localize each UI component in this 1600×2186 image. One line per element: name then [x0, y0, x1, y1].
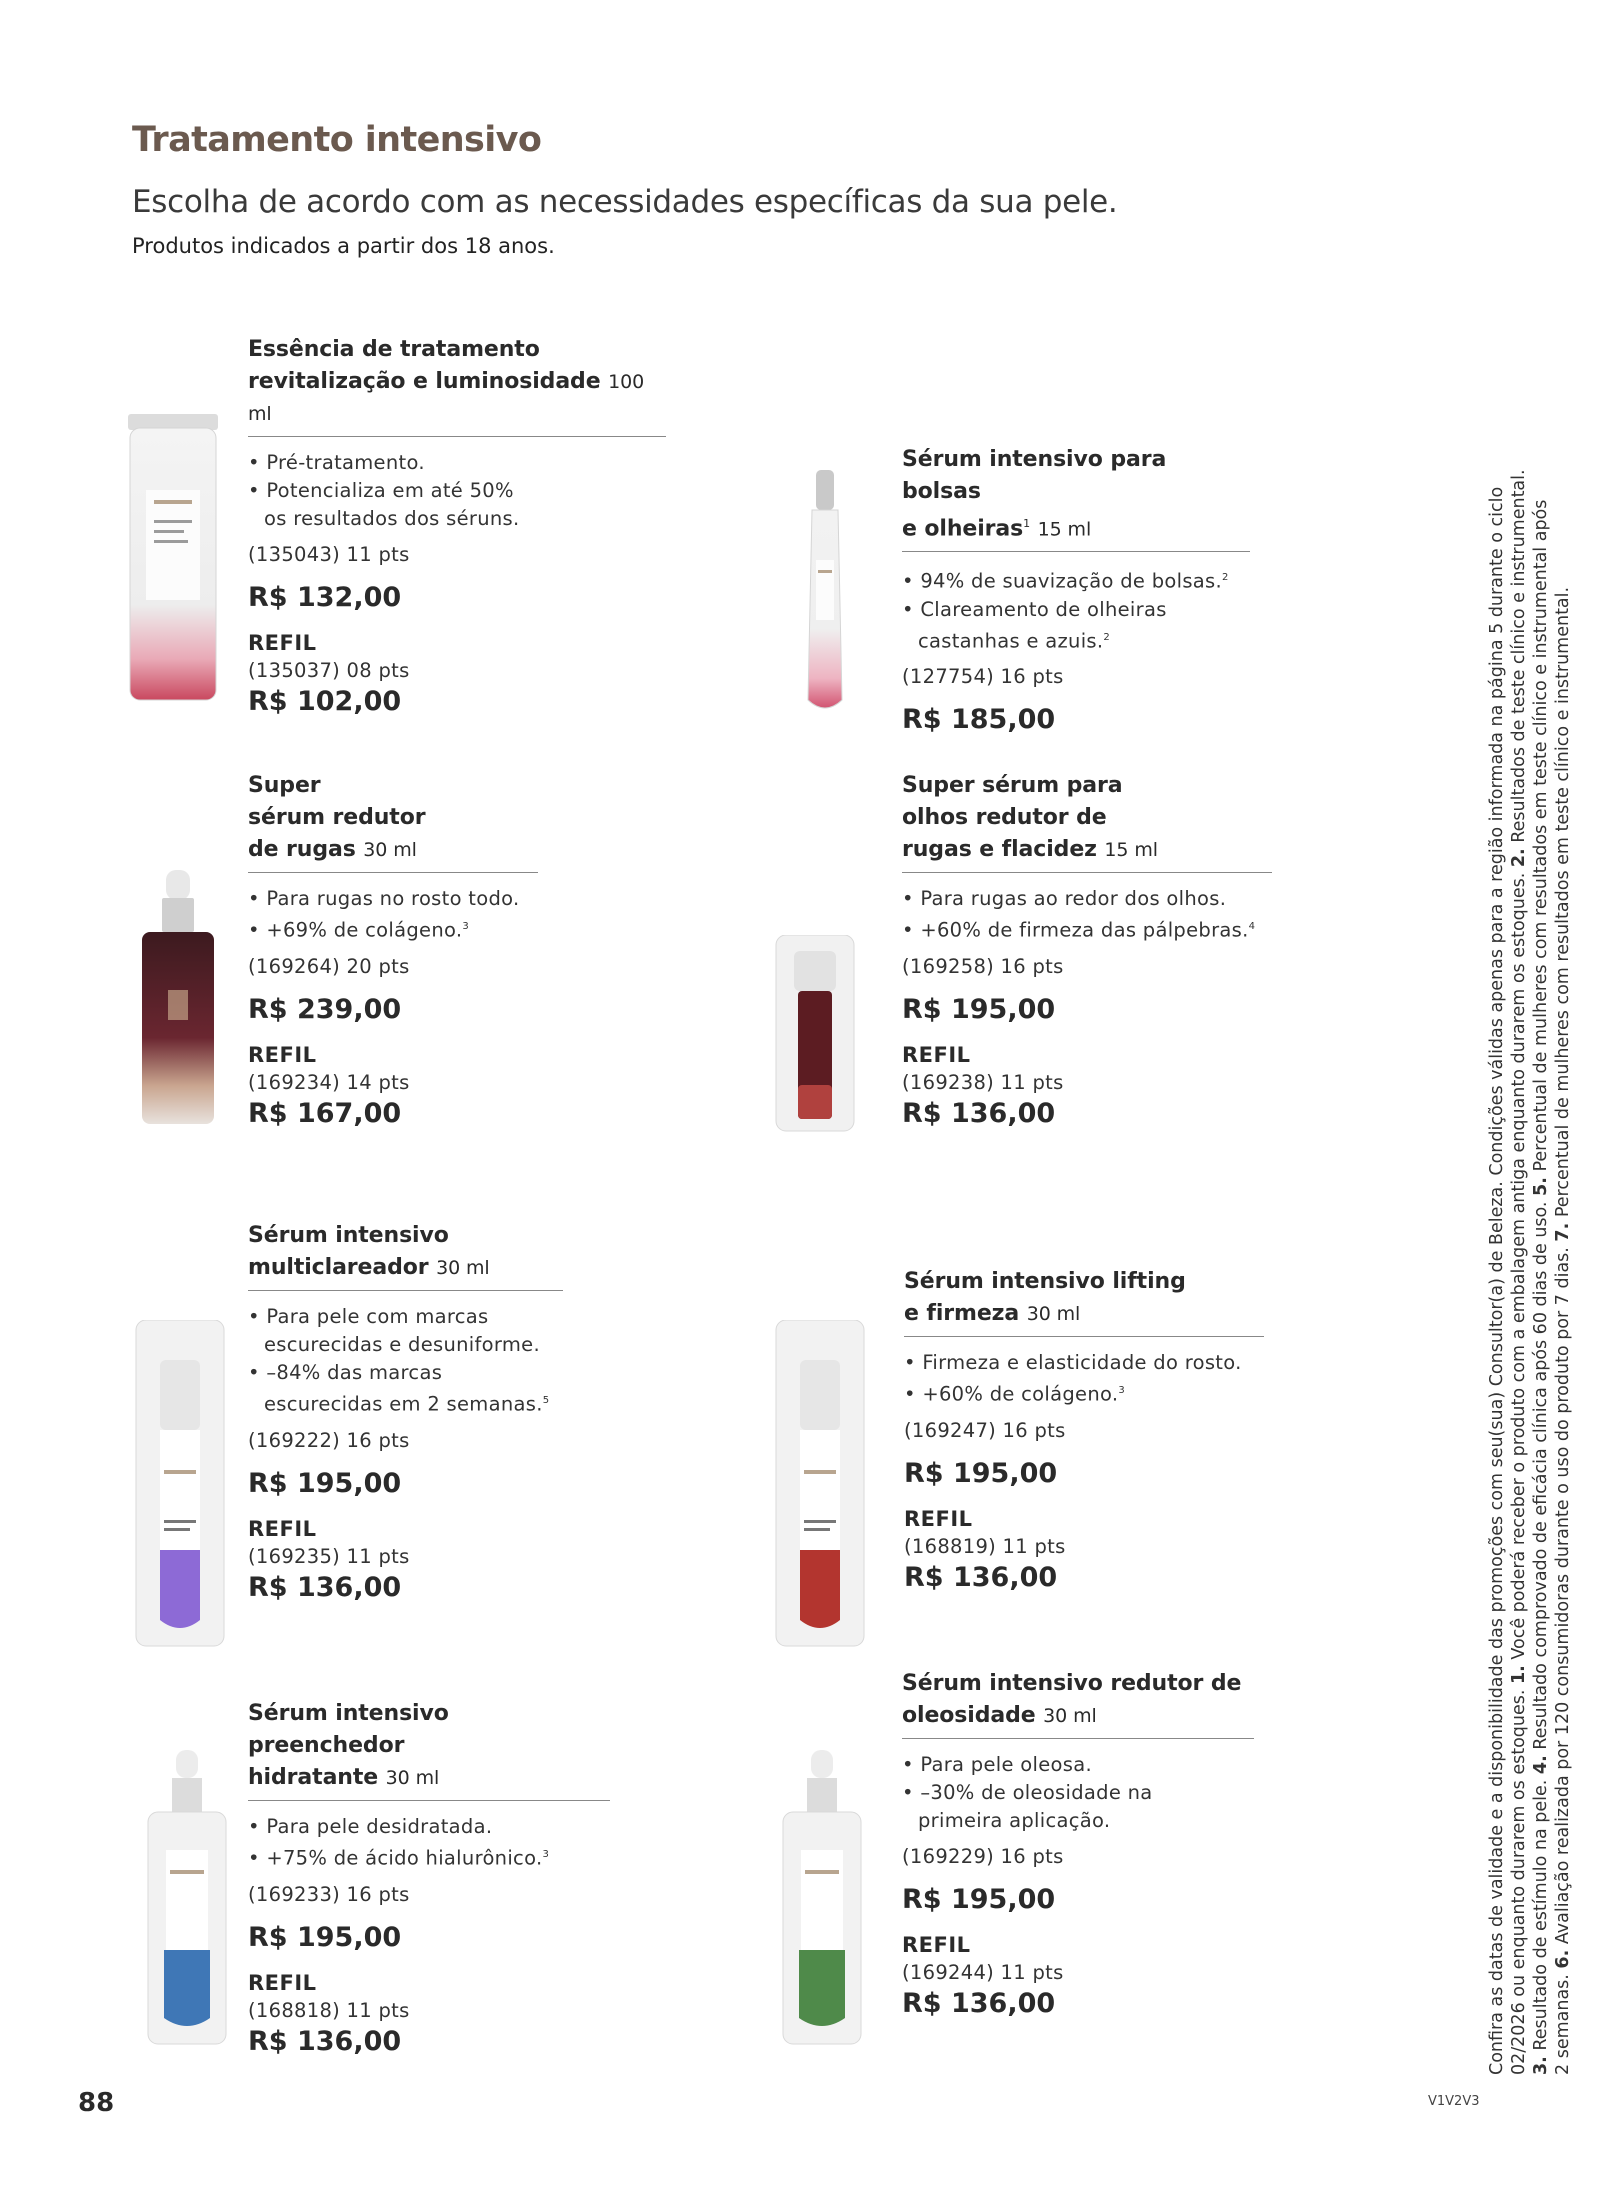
product-code: (169229) 16 pts: [902, 1845, 1064, 1868]
divider: [902, 1738, 1254, 1739]
divider: [248, 1800, 610, 1801]
bullet: • +60% de firmeza das pálpebras.$^4$: [902, 918, 1256, 942]
bullet: • Clareamento de olheiras castanhas e azuis.$^2$: [902, 597, 1167, 653]
legal-disclaimer: [1486, 375, 1596, 2075]
product-price: R$ 195,00: [902, 1884, 1056, 1915]
product-oleosidade: [902, 1668, 1254, 2021]
divider: [248, 872, 538, 873]
bullet: • Para rugas ao redor dos olhos.: [902, 887, 1227, 910]
product-bolsas-olheiras: [902, 444, 1250, 737]
essence-bottle-image: [118, 410, 228, 710]
product-price: R$ 195,00: [904, 1457, 1058, 1489]
disclaimer-line: 02/2026 ou enquanto durarem os estoques. 1. Você poderá receber o produto com a embalagem antiga enquanto durarem os estoques. 2. Resultados de teste clínico e instrumental.: [1509, 469, 1529, 2075]
product-code: (169222) 16 pts: [248, 1428, 410, 1452]
product-price: R$ 239,00: [248, 993, 402, 1025]
bullet: • Pré-tratamento.: [248, 451, 425, 474]
product-name: Super sérum redutor de rugas 30 ml: [248, 773, 426, 862]
bullet: • Firmeza e elasticidade do rosto.: [904, 1351, 1242, 1374]
product-price: R$ 195,00: [248, 1921, 402, 1953]
page-number: 88: [78, 2088, 115, 2118]
product-preenchedor: [248, 1698, 610, 2059]
product-code: (169247) 16 pts: [904, 1418, 1066, 1442]
oil-control-serum-image: [775, 1750, 870, 2050]
refil-price: R$ 167,00: [248, 1097, 402, 1129]
product-code: (169233) 16 pts: [248, 1882, 410, 1906]
divider: [902, 551, 1250, 552]
product-name: Essência de tratamento revitalização e luminosidade 100 ml: [248, 337, 645, 425]
product-price: R$ 132,00: [248, 582, 402, 613]
product-code: (169264) 20 pts: [248, 954, 410, 978]
bullet: • Para rugas no rosto todo.: [248, 887, 520, 910]
refil-label: REFIL: [902, 1933, 971, 1957]
divider: [248, 436, 666, 437]
disclaimer-line: Confira as datas de validade e a disponibilidade das promoções com seu(sua) Consultor(a) de Beleza. Condições válidas apenas para a região informada na página 5 durante o ciclo: [1487, 486, 1507, 2075]
bullet: • Para pele oleosa.: [902, 1753, 1092, 1776]
product-code: (169258) 16 pts: [902, 954, 1064, 978]
hydrating-serum-image: [140, 1750, 235, 2050]
divider: [248, 1290, 563, 1291]
version-code: V1V2V3: [1428, 2094, 1480, 2109]
bullet: • +75% de ácido hialurônico.$^3$: [248, 1846, 550, 1870]
age-note: Produtos indicados a partir dos 18 anos.: [132, 234, 555, 258]
bullet: • Potencializa em até 50% os resultados dos séruns.: [248, 479, 520, 530]
disclaimer-line: 3. Resultado de estímulo na pele. 4. Resultado comprovado de eficácia clínica após 60 dias de uso. 5. Percentual de mulheres com resultados em teste clínico e instrumental após: [1531, 499, 1551, 2075]
refil-code: (168818) 11 pts: [248, 1998, 410, 2022]
bullet: • Para pele desidratada.: [248, 1815, 493, 1838]
product-code: (135043) 11 pts: [248, 543, 410, 566]
product-lifting-firmeza: [904, 1266, 1264, 1595]
bullet: • +69% de colágeno.$^3$: [248, 918, 470, 942]
eye-serum-tube-image: [790, 470, 860, 720]
product-essencia: [248, 334, 666, 719]
product-price: R$ 185,00: [902, 704, 1056, 736]
refil-code: (168819) 11 pts: [904, 1534, 1066, 1558]
product-price: R$ 195,00: [902, 993, 1056, 1025]
divider: [904, 1336, 1264, 1337]
product-super-serum-rugas: [248, 770, 538, 1131]
brightening-serum-image: [130, 1320, 230, 1650]
product-name: Sérum intensivo lifting e firmeza 30 ml: [904, 1269, 1186, 1326]
product-multiclareador: [248, 1220, 563, 1605]
refil-label: REFIL: [248, 631, 317, 655]
refil-code: (169238) 11 pts: [902, 1070, 1064, 1094]
page-subtitle: Escolha de acordo com as necessidades específicas da sua pele.: [132, 184, 1118, 220]
refil-code: (135037) 08 pts: [248, 659, 410, 682]
refil-label: REFIL: [248, 1970, 317, 1995]
refil-code: (169244) 11 pts: [902, 1961, 1064, 1984]
wrinkle-serum-bottle-image: [128, 870, 228, 1130]
refil-label: REFIL: [902, 1042, 971, 1067]
refil-label: REFIL: [904, 1506, 973, 1531]
eye-wrinkle-serum-image: [770, 935, 860, 1135]
bullet: • Para pele com marcas escurecidas e desuniforme.: [248, 1305, 540, 1356]
refil-price: R$ 136,00: [248, 1571, 402, 1603]
product-code: (127754) 16 pts: [902, 665, 1064, 689]
bullet: • +60% de colágeno.$^3$: [904, 1382, 1126, 1406]
refil-price: R$ 136,00: [248, 2025, 402, 2057]
product-price: R$ 195,00: [248, 1467, 402, 1499]
product-name: Sérum intensivo para bolsas e olheiras$^1$ 15 ml: [902, 447, 1167, 542]
product-name: Super sérum para olhos redutor de rugas e flacidez 15 ml: [902, 773, 1158, 862]
product-super-serum-olhos: [902, 770, 1272, 1131]
refil-code: (169234) 14 pts: [248, 1070, 410, 1094]
bullet: • –84% das marcas escurecidas em 2 semanas.$^5$: [248, 1361, 550, 1416]
page-title: Tratamento intensivo: [132, 120, 542, 160]
bullet: • –30% de oleosidade na primeira aplicação.: [902, 1781, 1153, 1832]
refil-code: (169235) 11 pts: [248, 1544, 410, 1568]
refil-label: REFIL: [248, 1516, 317, 1541]
refil-price: R$ 136,00: [902, 1988, 1056, 2019]
product-name: Sérum intensivo preenchedor hidratante 30 ml: [248, 1701, 449, 1790]
product-name: Sérum intensivo multiclareador 30 ml: [248, 1223, 490, 1280]
divider: [902, 872, 1272, 873]
disclaimer-line: 2 semanas. 6. Avaliação realizada por 120 consumidoras durante o uso do produto por 7 dias. 7. Percentual de mulheres com resultados em teste clínico e instrumental.: [1553, 586, 1573, 2075]
product-name: Sérum intensivo redutor de oleosidade 30 ml: [902, 1671, 1242, 1728]
refil-label: REFIL: [248, 1042, 317, 1067]
refil-price: R$ 102,00: [248, 686, 402, 717]
refil-price: R$ 136,00: [902, 1097, 1056, 1129]
refil-price: R$ 136,00: [904, 1561, 1058, 1593]
bullet: • 94% de suavização de bolsas.$^2$: [902, 569, 1229, 593]
lifting-serum-image: [770, 1320, 870, 1650]
